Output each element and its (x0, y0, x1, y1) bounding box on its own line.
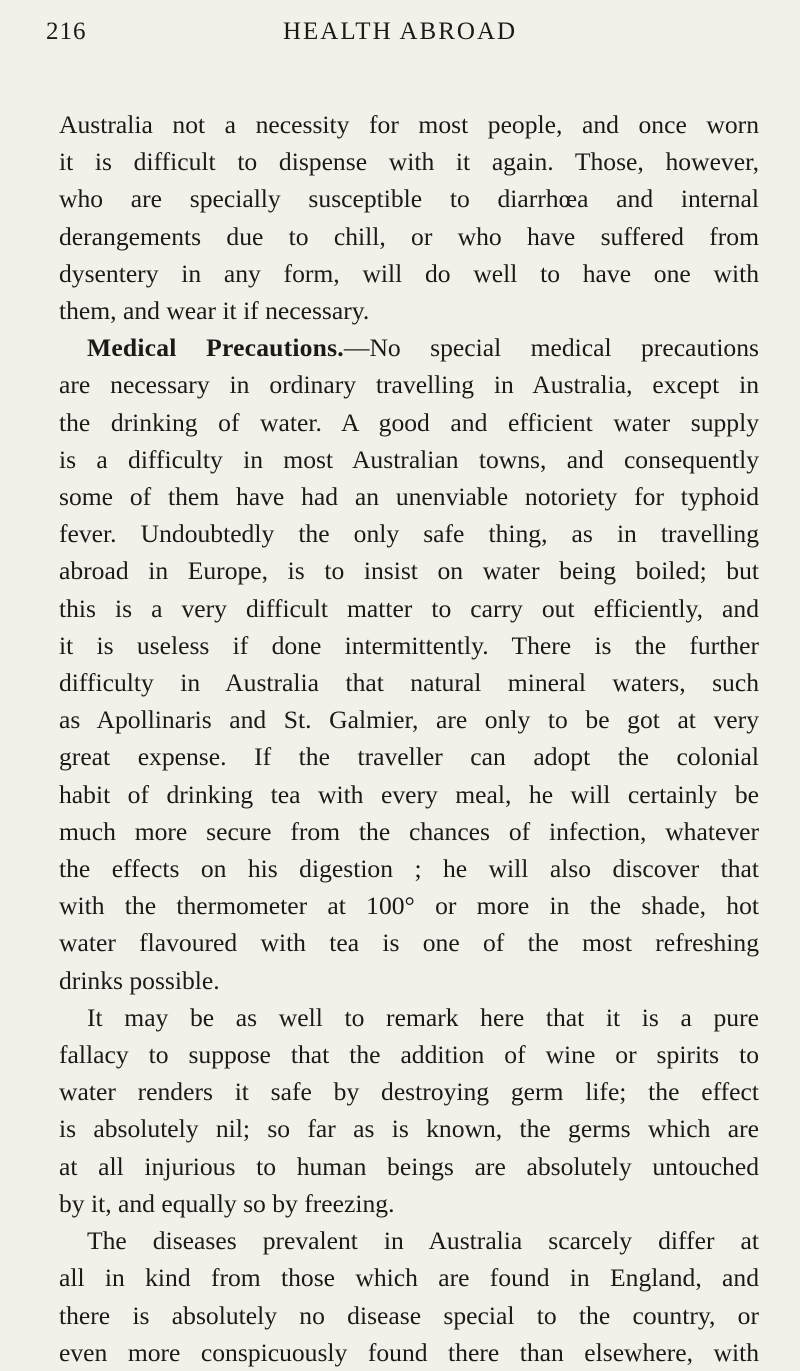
text-line: them, and wear it if necessary. (59, 296, 370, 326)
text-line: by it, and equally so by freezing. (59, 1188, 395, 1218)
body-text (59, 106, 759, 1371)
text-line: drinks possible. (59, 965, 220, 995)
text-line: is a difficulty in most Australian towns, and consequently (59, 444, 759, 474)
text-line: is absolutely nil; so far as is known, the germs which are (59, 1114, 759, 1144)
text-line: as Apollinaris and St. Galmier, are only to be got at very (59, 705, 759, 735)
paragraph-start-line: It may be as well to remark here that it is a pure (87, 1002, 759, 1032)
text-line: habit of drinking tea with every meal, he will certainly be (59, 779, 759, 809)
text-line: some of them have had an unenviable notoriety for typhoid (59, 482, 759, 512)
paragraph-start-line: The diseases prevalent in Australia scarcely differ at (87, 1226, 759, 1256)
page-number: 216 (46, 18, 87, 45)
text-line: abroad in Europe, is to insist on water being boiled; but (59, 556, 759, 586)
text-line: with the thermometer at 100° or more in the shade, hot (59, 891, 759, 921)
text-line: much more secure from the chances of infection, whatever (59, 816, 759, 846)
text-line: the effects on his digestion ; he will also discover that (59, 854, 759, 884)
text-line: water renders it safe by destroying germ life; the effect (59, 1077, 759, 1107)
text-line: great expense. If the traveller can adopt the colonial (59, 742, 759, 772)
text-line: at all injurious to human beings are absolutely untouched (59, 1151, 759, 1181)
text-line: fallacy to suppose that the addition of wine or spirits to (59, 1040, 759, 1070)
text-line: water flavoured with tea is one of the most refreshing (59, 928, 759, 958)
text-line: the drinking of water. A good and efficient water supply (59, 407, 759, 437)
text-line: there is absolutely no disease special to the country, or (59, 1300, 759, 1330)
section-heading: Medical Precautions. (87, 333, 344, 363)
text-line: are necessary in ordinary travelling in Australia, except in (59, 370, 759, 400)
text-line: difficulty in Australia that natural mineral waters, such (59, 668, 759, 698)
text-line: even more conspicuously found there than elsewhere, with (59, 1337, 759, 1367)
text-line: dysentery in any form, will do well to have one with (59, 258, 759, 288)
text-line: it is difficult to dispense with it again. Those, however, (59, 147, 759, 177)
text-line: all in kind from those which are found in England, and (59, 1263, 759, 1293)
text-line: who are specially susceptible to diarrhœa and internal (59, 184, 759, 214)
text-line: derangements due to chill, or who have suffered from (59, 221, 759, 251)
text-line: Australia not a necessity for most people, and once worn (59, 110, 759, 139)
text-run: —No special medical precautions (343, 333, 759, 363)
page-header-title: HEALTH ABROAD (282, 18, 518, 45)
text-line: fever. Undoubtedly the only safe thing, as in travelling (59, 519, 759, 549)
text-line: it is useless if done intermittently. There is the further (59, 630, 759, 660)
paragraph-start-line (59, 329, 759, 366)
text-line: this is a very difficult matter to carry out efficiently, and (59, 593, 759, 623)
running-head (46, 18, 754, 54)
